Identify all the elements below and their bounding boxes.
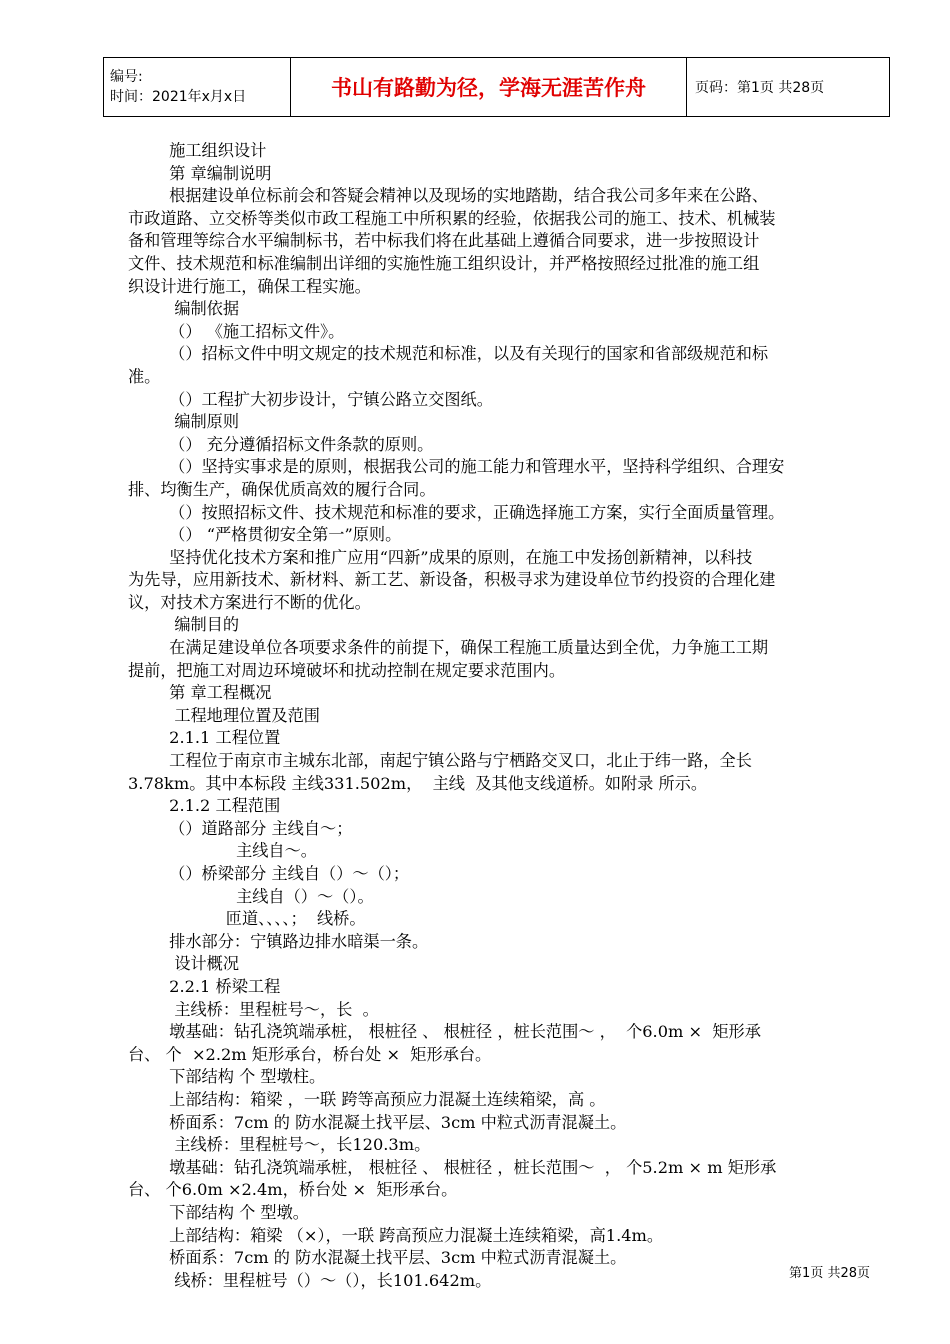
header-meta-cell xyxy=(104,58,291,117)
body-line: 2.1.2 工程范围 xyxy=(128,796,281,816)
body-line: （） 《施工招标文件》。 xyxy=(128,321,345,341)
body-line: 上部结构：箱梁 （×），一联 跨高预应力混凝土连续箱梁，高1.4m。 xyxy=(128,1225,664,1245)
body-line: 台、 个6.0m ×2.4m，桥台处 × 矩形承台。 xyxy=(128,1180,458,1200)
body-line: 下部结构 个 型墩柱。 xyxy=(128,1067,326,1087)
body-line: 根据建设单位标前会和答疑会精神以及现场的实地踏勘，结合我公司多年来在公路、 xyxy=(128,186,769,206)
body-line: 2.2.1 桥梁工程 xyxy=(128,976,281,996)
body-line: 主线自（）～（）。 xyxy=(128,886,374,906)
body-line: 施工组织设计 xyxy=(128,141,267,160)
body-line: 坚持优化技术方案和推广应用“四新”成果的原则，在施工中发扬创新精神，以科技 xyxy=(128,547,753,567)
body-line: 排、均衡生产，确保优质高效的履行合同。 xyxy=(128,479,436,499)
body-line: 台、 个 ×2.2m 矩形承台，桥台处 × 矩形承台。 xyxy=(128,1044,492,1064)
body-line: （）工程扩大初步设计，宁镇公路立交图纸。 xyxy=(128,389,493,409)
document-header-table xyxy=(103,57,890,117)
body-line: （）道路部分 主线自～； xyxy=(128,818,353,838)
body-line: 墩基础：钻孔浇筑端承桩， 根桩径 、 根桩径 ，桩长范围～ ， 个5.2m × m 矩形承 xyxy=(128,1157,777,1177)
body-line: 排水部分：宁镇路边排水暗渠一条。 xyxy=(128,931,429,951)
body-line: 市政道路、立交桥等类似市政工程施工中所积累的经验，依据我公司的施工、技术、机械装 xyxy=(128,208,776,228)
body-line: 设计概况 xyxy=(128,954,240,974)
body-line: 编制目的 xyxy=(128,615,240,635)
body-line: 2.1.1 工程位置 xyxy=(128,728,281,748)
body-line: 工程位于南京市主城东北部，南起宁镇公路与宁栖路交叉口，北止于纬一路，全长 xyxy=(128,751,752,771)
body-line: 桥面系：7cm 的 防水混凝土找平层、3cm 中粒式沥青混凝土。 xyxy=(128,1112,627,1132)
body-line: 提前，把施工对周边环境破坏和扰动控制在规定要求范围内。 xyxy=(128,660,566,680)
body-line: 为先导，应用新技术、新材料、新工艺、新设备，积极寻求为建设单位节约投资的合理化建 xyxy=(128,570,776,590)
body-line: 下部结构 个 型墩。 xyxy=(128,1202,309,1222)
body-line: 议，对技术方案进行不断的优化。 xyxy=(128,592,371,612)
body-line: 备和管理等综合水平编制标书，若中标我们将在此基础上遵循合同要求，进一步按照设计 xyxy=(128,231,760,251)
body-line: 编制原则 xyxy=(128,412,240,432)
body-line: 工程地理位置及范围 xyxy=(128,705,320,725)
body-line: 在满足建设单位各项要求条件的前提下，确保工程施工质量达到全优，力争施工工期 xyxy=(128,638,769,658)
body-line: （）桥梁部分 主线自（）～（）； xyxy=(128,864,410,883)
header-motto: 书山有路勤为径，学海无涯苦作舟 xyxy=(291,58,687,117)
document-number-label: 编号: xyxy=(110,69,143,85)
body-line: （） “严格贯彻安全第一”原则。 xyxy=(128,525,402,545)
body-line: 准。 xyxy=(128,366,161,386)
document-time-label: 时间：2021年x月x日 xyxy=(110,89,247,105)
body-line: 墩基础：钻孔浇筑端承桩， 根桩径 、 根桩径 ，桩长范围～ ， 个6.0m × 矩形承 xyxy=(128,1022,761,1042)
body-line: 线桥：里程桩号（）～（），长101.642m。 xyxy=(128,1270,492,1290)
body-line: 第 章工程概况 xyxy=(128,683,272,703)
body-line: 上部结构：箱梁 ，一联 跨等高预应力混凝土连续箱梁，高 。 xyxy=(128,1089,606,1109)
body-line: 匝道、、、、； 线桥。 xyxy=(128,909,366,929)
page-footer: 第1页 共28页 xyxy=(789,1266,870,1281)
body-line: 织设计进行施工，确保工程实施。 xyxy=(128,276,371,296)
body-line: （）招标文件中明文规定的技术规范和标准，以及有关现行的国家和省部级规范和标 xyxy=(128,344,769,364)
document-body xyxy=(128,140,880,1292)
body-line: （）按照招标文件、技术规范和标准的要求，正确选择施工方案，实行全面质量管理。 xyxy=(128,502,785,522)
body-line: （） 充分遵循招标文件条款的原则。 xyxy=(128,434,434,454)
body-line: 编制依据 xyxy=(128,299,240,319)
header-page-number: 页码：第1页 共28页 xyxy=(687,58,890,117)
body-line: （）坚持实事求是的原则，根据我公司的施工能力和管理水平，坚持科学组织、合理安 xyxy=(128,457,785,477)
body-line: 桥面系：7cm 的 防水混凝土找平层、3cm 中粒式沥青混凝土。 xyxy=(128,1248,627,1268)
body-line: 第 章编制说明 xyxy=(128,163,272,183)
body-line: 主线桥：里程桩号～，长 。 xyxy=(128,999,379,1019)
body-line: 主线桥：里程桩号～，长120.3m。 xyxy=(128,1135,431,1155)
body-line: 主线自～。 xyxy=(128,841,317,861)
body-line: 3.78km。其中本标段 主线331.502m， 主线 及其他支线道桥。如附录 所示。 xyxy=(128,773,708,793)
body-line: 文件、技术规范和标准编制出详细的实施性施工组织设计，并严格按照经过批准的施工组 xyxy=(128,253,760,273)
